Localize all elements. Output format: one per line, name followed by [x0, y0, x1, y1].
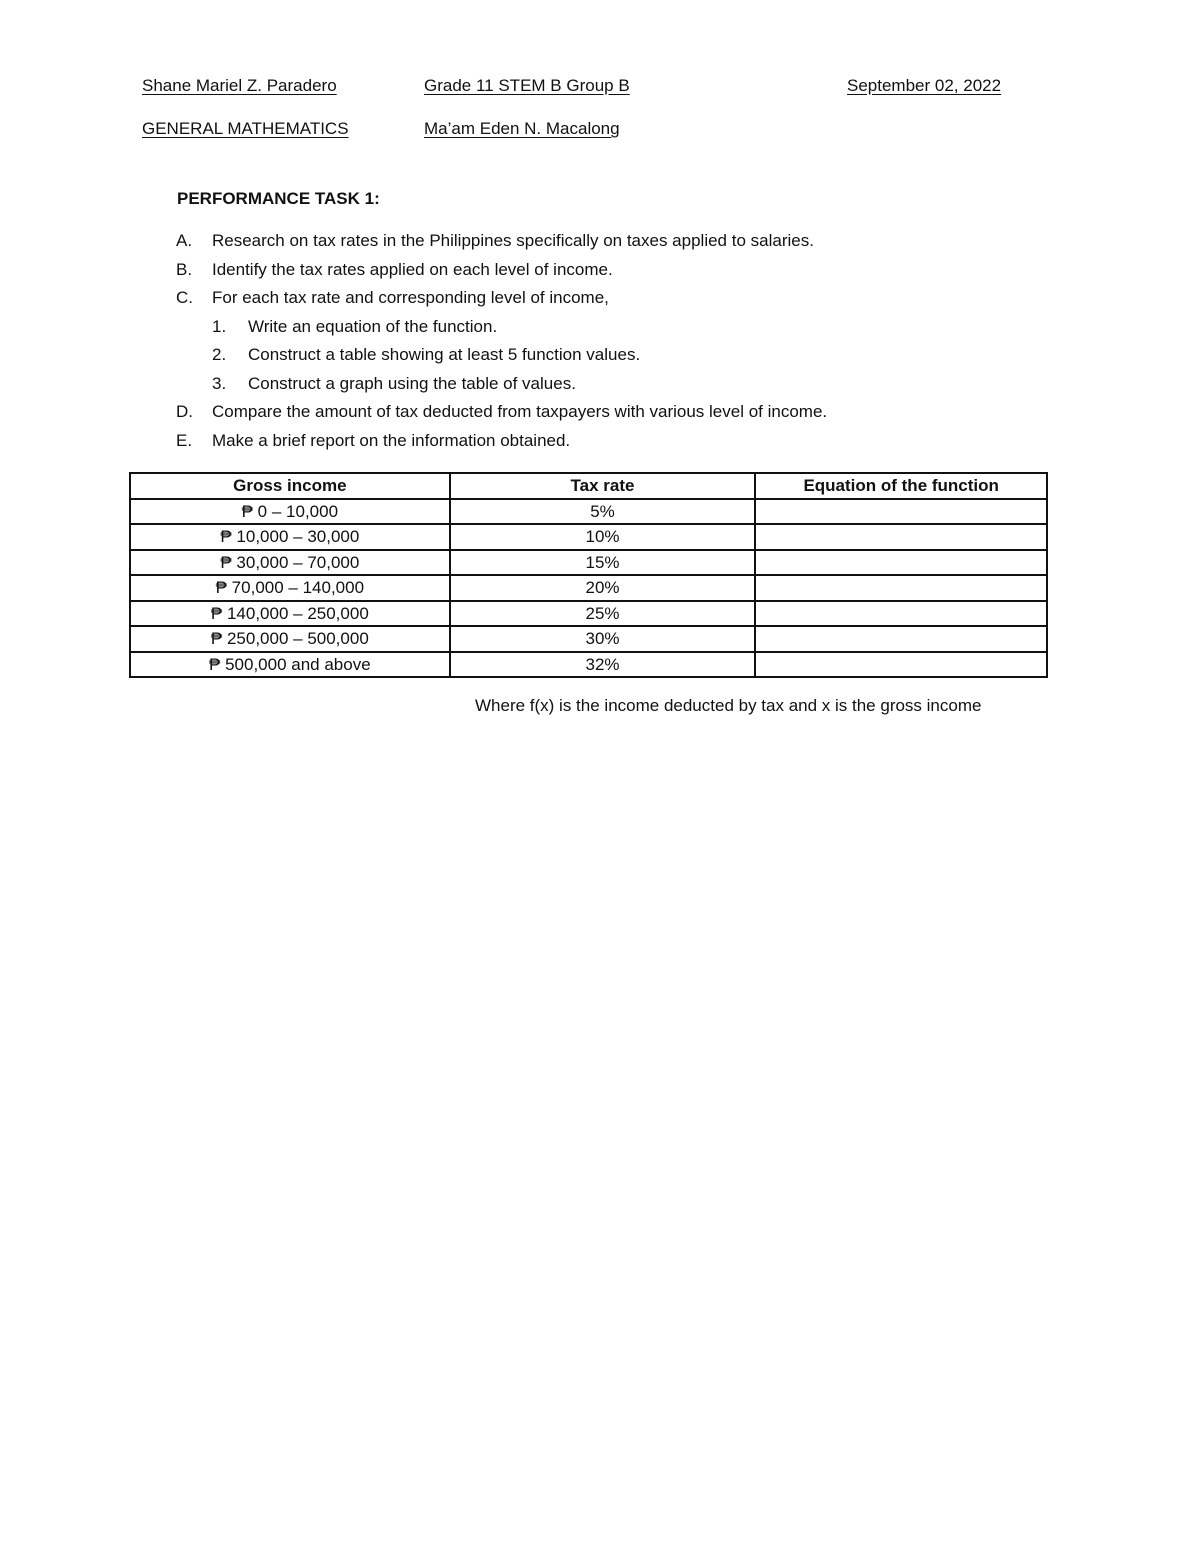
header-tax-rate: Tax rate: [450, 473, 756, 499]
list-marker: B.: [176, 259, 193, 279]
gross-income-cell: ₱ 140,000 – 250,000: [130, 601, 450, 627]
table-header-row: [130, 473, 1047, 499]
task-item-e: [0, 431, 1200, 460]
student-name: Shane Mariel Z. Paradero: [142, 76, 337, 95]
equation-cell: [755, 601, 1047, 627]
table-row: [130, 601, 1047, 627]
list-text: Write an equation of the function.: [248, 316, 498, 336]
tax-rate-cell: 5%: [450, 499, 756, 525]
table-footnote: Where f(x) is the income deducted by tax and x is the gross income: [475, 696, 982, 715]
task-list: [0, 231, 1200, 459]
table-row: [130, 575, 1047, 601]
header-gross-income: Gross income: [130, 473, 450, 499]
gross-income-cell: ₱ 0 – 10,000: [130, 499, 450, 525]
tax-rate-cell: 25%: [450, 601, 756, 627]
tax-rate-cell: 10%: [450, 524, 756, 550]
list-marker: E.: [176, 430, 193, 450]
list-marker: D.: [176, 402, 193, 421]
task-subitem-2: [0, 345, 1200, 374]
gross-income-cell: ₱ 10,000 – 30,000: [130, 524, 450, 550]
task-item-d: [0, 402, 1200, 431]
tax-rate-cell: 30%: [450, 626, 756, 652]
list-text: For each tax rate and corresponding level of income,: [212, 288, 609, 307]
list-marker: 3.: [212, 373, 227, 393]
equation-cell: [755, 550, 1047, 576]
equation-cell: [755, 499, 1047, 525]
grade-section: Grade 11 STEM B Group B: [424, 76, 630, 95]
task-title: PERFORMANCE TASK 1:: [177, 189, 380, 208]
tax-rate-cell: 20%: [450, 575, 756, 601]
equation-cell: [755, 575, 1047, 601]
task-item-b: [0, 260, 1200, 289]
list-text: Research on tax rates in the Philippines specifically on taxes applied to salaries.: [212, 231, 814, 250]
table-row: [130, 524, 1047, 550]
teacher-name: Ma’am Eden N. Macalong: [424, 119, 620, 138]
header-row-2: [0, 119, 1200, 145]
list-marker: C.: [176, 288, 193, 307]
list-text: Compare the amount of tax deducted from taxpayers with various level of income.: [212, 402, 828, 421]
list-text: Construct a graph using the table of values.: [248, 373, 576, 393]
document-date: September 02, 2022: [847, 76, 1002, 95]
table-row: [130, 652, 1047, 678]
list-text: Construct a table showing at least 5 function values.: [248, 345, 641, 364]
equation-cell: [755, 524, 1047, 550]
table-row: [130, 499, 1047, 525]
task-item-a: [0, 231, 1200, 260]
tax-rate-table: [129, 472, 1048, 678]
task-item-c: [0, 288, 1200, 317]
list-marker: 2.: [212, 345, 227, 364]
equation-cell: [755, 652, 1047, 678]
gross-income-cell: ₱ 500,000 and above: [130, 652, 450, 678]
list-text: Make a brief report on the information obtained.: [212, 430, 571, 450]
table-row: [130, 626, 1047, 652]
equation-cell: [755, 626, 1047, 652]
tax-rate-cell: 15%: [450, 550, 756, 576]
task-subitem-3: [0, 374, 1200, 403]
gross-income-cell: ₱ 250,000 – 500,000: [130, 626, 450, 652]
gross-income-cell: ₱ 70,000 – 140,000: [130, 575, 450, 601]
tax-rate-cell: 32%: [450, 652, 756, 678]
task-subitem-1: [0, 317, 1200, 346]
subject-name: GENERAL MATHEMATICS: [142, 119, 349, 138]
table-row: [130, 550, 1047, 576]
gross-income-cell: ₱ 30,000 – 70,000: [130, 550, 450, 576]
list-marker: 1.: [212, 316, 227, 336]
header-equation: Equation of the function: [755, 473, 1047, 499]
list-marker: A.: [176, 231, 193, 250]
list-text: Identify the tax rates applied on each level of income.: [212, 259, 613, 279]
header-row-1: [0, 76, 1200, 102]
